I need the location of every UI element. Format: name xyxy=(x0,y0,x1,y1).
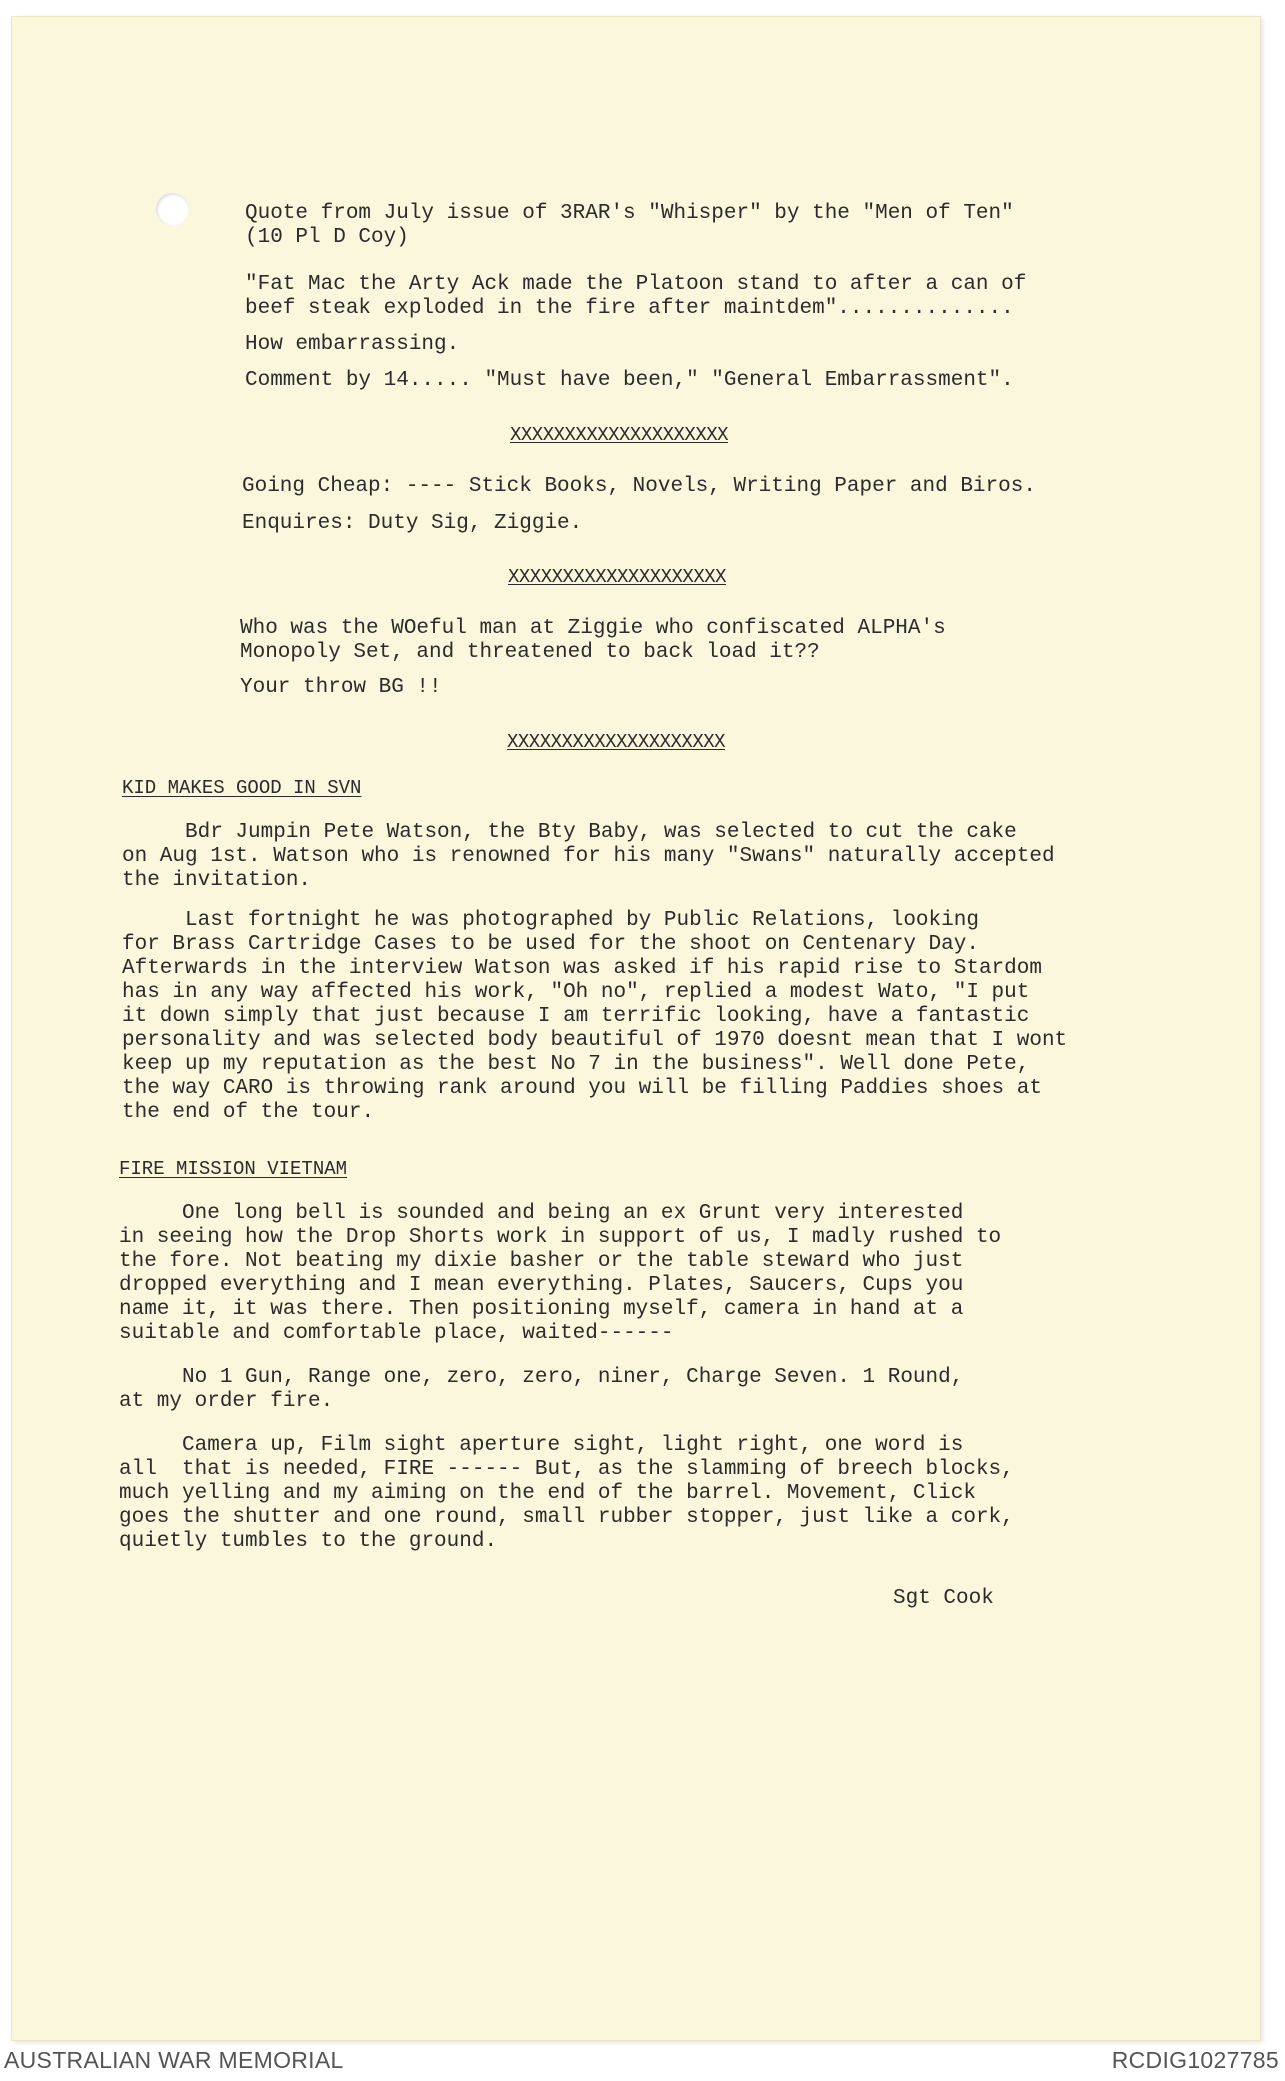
monopoly-line-1: Who was the WOeful man at Ziggie who confiscated ALPHA's xyxy=(240,617,946,640)
fire-para3-line-2: all that is needed, FIRE ------ But, as the slamming of breech blocks, xyxy=(119,1458,1014,1481)
kid-para1-line-2: on Aug 1st. Watson who is renowned for his many "Swans" naturally accepted xyxy=(122,845,1055,868)
fire-para3-line-3: much yelling and my aiming on the end of the barrel. Movement, Click xyxy=(119,1482,976,1505)
fat-mac-line-2: beef steak exploded in the fire after maintdem".............. xyxy=(245,297,1014,320)
separator-2: XXXXXXXXXXXXXXXXXXXX xyxy=(508,566,727,588)
kid-para2-line-5: it down simply that just because I am terrific looking, have a fantastic xyxy=(122,1005,1030,1028)
typed-page xyxy=(11,16,1261,2041)
kid-para2-line-3: Afterwards in the interview Watson was asked if his rapid rise to Stardom xyxy=(122,957,1042,980)
kid-para2-line-8: the way CARO is throwing rank around you will be filling Paddies shoes at xyxy=(122,1077,1042,1100)
fire-para3-line-5: quietly tumbles to the ground. xyxy=(119,1530,498,1553)
fire-heading: FIRE MISSION VIETNAM xyxy=(119,1158,348,1180)
footer-record-id: RCDIG1027785 xyxy=(1111,2047,1279,2073)
fire-para2-line-2: at my order fire. xyxy=(119,1390,334,1413)
punch-hole xyxy=(156,193,189,226)
kid-para2-line-1: Last fortnight he was photographed by Public Relations, looking xyxy=(122,909,979,932)
kid-para1-line-3: the invitation. xyxy=(122,869,312,892)
enquires-line: Enquires: Duty Sig, Ziggie. xyxy=(242,512,583,535)
fat-mac-line-1: "Fat Mac the Arty Ack made the Platoon stand to after a can of xyxy=(245,273,1027,296)
kid-para2-line-6: personality and was selected body beautiful of 1970 doesnt mean that I wont xyxy=(122,1029,1068,1052)
kid-para2-line-9: the end of the tour. xyxy=(122,1101,375,1124)
your-throw-line: Your throw BG !! xyxy=(240,676,442,699)
kid-para2-line-4: has in any way affected his work, "Oh no", replied a modest Wato, "I put xyxy=(122,981,1030,1004)
separator-1: XXXXXXXXXXXXXXXXXXXX xyxy=(510,424,729,446)
footer-institution: AUSTRALIAN WAR MEMORIAL xyxy=(4,2047,344,2073)
embarrassing-line: How embarrassing. xyxy=(245,333,460,356)
fire-para2-line-1: No 1 Gun, Range one, zero, zero, niner, Charge Seven. 1 Round, xyxy=(119,1366,964,1389)
fire-para1-line-5: name it, it was there. Then positioning myself, camera in hand at a xyxy=(119,1298,964,1321)
quote-line-2: (10 Pl D Coy) xyxy=(245,226,409,249)
kid-heading: KID MAKES GOOD IN SVN xyxy=(122,777,362,799)
monopoly-line-2: Monopoly Set, and threatened to back load it?? xyxy=(240,641,820,664)
separator-3: XXXXXXXXXXXXXXXXXXXX xyxy=(507,731,726,753)
quote-line-1: Quote from July issue of 3RAR's "Whisper" by the "Men of Ten" xyxy=(245,202,1014,225)
fire-para1-line-1: One long bell is sounded and being an ex Grunt very interested xyxy=(119,1202,964,1225)
fire-para3-line-4: goes the shutter and one round, small rubber stopper, just like a cork, xyxy=(119,1506,1014,1529)
going-cheap-line: Going Cheap: ---- Stick Books, Novels, Writing Paper and Biros. xyxy=(242,475,1036,498)
comment-line: Comment by 14..... "Must have been," "General Embarrassment". xyxy=(245,369,1014,392)
fire-para3-line-1: Camera up, Film sight aperture sight, light right, one word is xyxy=(119,1434,964,1457)
kid-para2-line-7: keep up my reputation as the best No 7 in the business". Well done Pete, xyxy=(122,1053,1030,1076)
fire-para1-line-2: in seeing how the Drop Shorts work in support of us, I madly rushed to xyxy=(119,1226,1002,1249)
kid-para1-line-1: Bdr Jumpin Pete Watson, the Bty Baby, was selected to cut the cake xyxy=(122,821,1017,844)
fire-para1-line-3: the fore. Not beating my dixie basher or the table steward who just xyxy=(119,1250,964,1273)
fire-para1-line-6: suitable and comfortable place, waited------ xyxy=(119,1322,674,1345)
fire-para1-line-4: dropped everything and I mean everything. Plates, Saucers, Cups you xyxy=(119,1274,964,1297)
kid-para2-line-2: for Brass Cartridge Cases to be used for the shoot on Centenary Day. xyxy=(122,933,979,956)
signature: Sgt Cook xyxy=(893,1587,994,1610)
